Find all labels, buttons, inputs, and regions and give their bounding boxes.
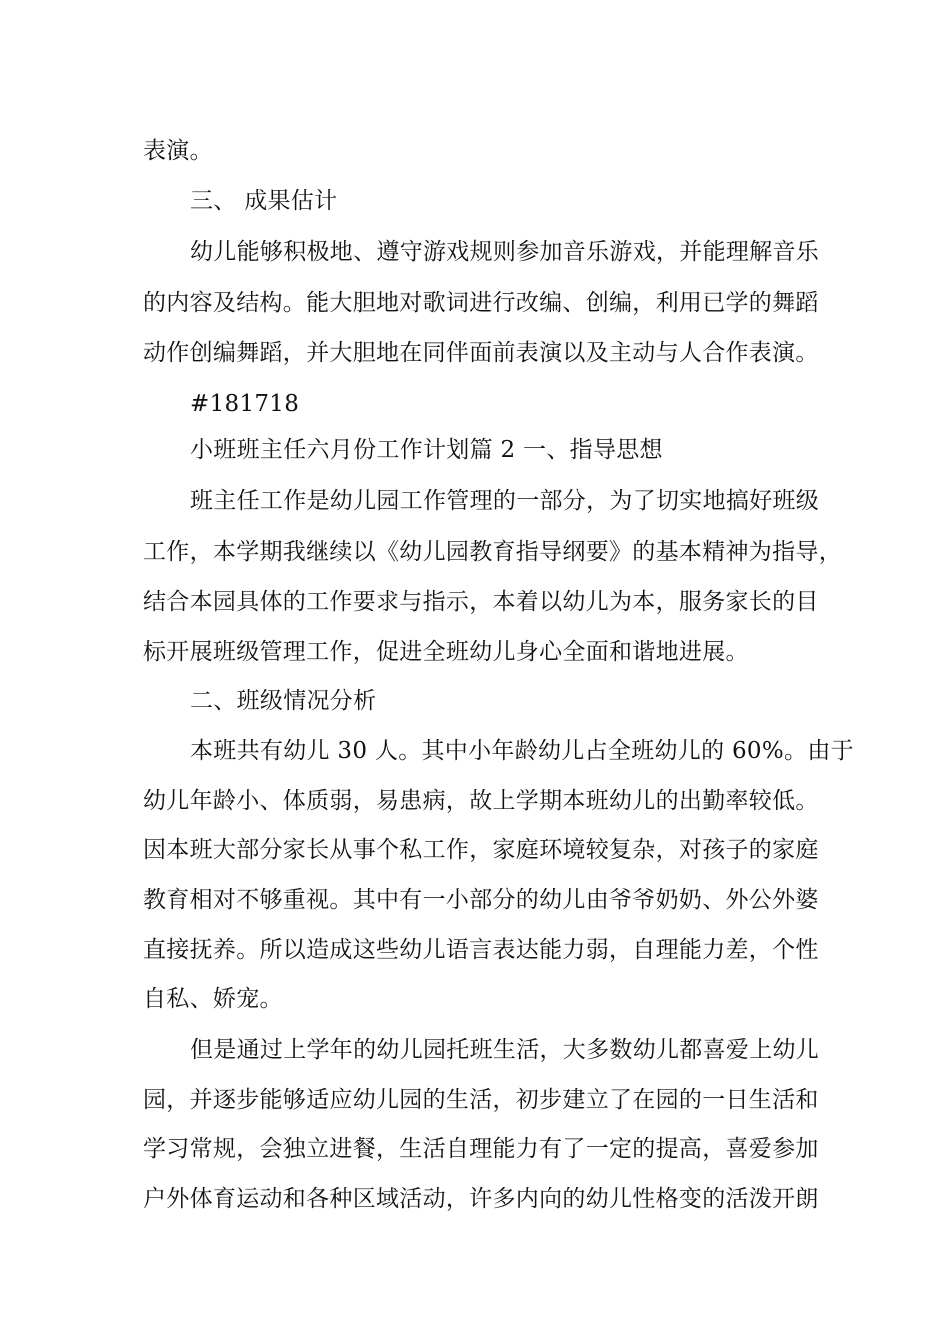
section-title: 小班班主任六月份工作计划篇 2 一、指导思想	[190, 437, 663, 463]
body-text-line: 因本班大部分家长从事个私工作，家庭环境较复杂，对孩子的家庭	[143, 837, 819, 863]
body-text-line: 自私、娇宠。	[143, 986, 283, 1012]
body-text-line: 幼儿年龄小、体质弱，易患病，故上学期本班幼儿的出勤率较低。	[143, 788, 819, 814]
body-text-line: 表演。	[143, 138, 213, 164]
body-text-line: 结合本园具体的工作要求与指示，本着以幼儿为本，服务家长的目	[143, 589, 819, 615]
body-text-line: 教育相对不够重视。其中有一小部分的幼儿由爷爷奶奶、外公外婆	[143, 887, 819, 913]
body-text-line: 动作创编舞蹈，并大胆地在同伴面前表演以及主动与人合作表演。	[143, 340, 819, 366]
body-text-line: 的内容及结构。能大胆地对歌词进行改编、创编，利用已学的舞蹈	[143, 290, 819, 316]
section-heading: 二、班级情况分析	[190, 688, 377, 714]
body-text-line: 园，并逐步能够适应幼儿园的生活，初步建立了在园的一日生活和	[143, 1087, 819, 1113]
body-text-line: 班主任工作是幼儿园工作管理的一部分，为了切实地搞好班级	[190, 488, 820, 514]
body-text-line: 工作，本学期我继续以《幼儿园教育指导纲要》的基本精神为指导，	[143, 539, 842, 565]
section-heading: 三、 成果估计	[190, 188, 338, 214]
body-text-line: 本班共有幼儿 30 人。其中小年龄幼儿占全班幼儿的 60%。由于	[190, 738, 854, 764]
body-text-line: 幼儿能够积极地、遵守游戏规则参加音乐游戏，并能理解音乐	[190, 239, 820, 265]
reference-code: #181718	[190, 391, 300, 417]
body-text-line: 直接抚养。所以造成这些幼儿语言表达能力弱，自理能力差，个性	[143, 937, 819, 963]
body-text-line: 但是通过上学年的幼儿园托班生活，大多数幼儿都喜爱上幼儿	[190, 1037, 820, 1063]
body-text-line: 学习常规，会独立进餐，生活自理能力有了一定的提高，喜爱参加	[143, 1136, 819, 1162]
body-text-line: 户外体育运动和各种区域活动，许多内向的幼儿性格变的活泼开朗	[143, 1186, 819, 1212]
body-text-line: 标开展班级管理工作，促进全班幼儿身心全面和谐地进展。	[143, 639, 749, 665]
